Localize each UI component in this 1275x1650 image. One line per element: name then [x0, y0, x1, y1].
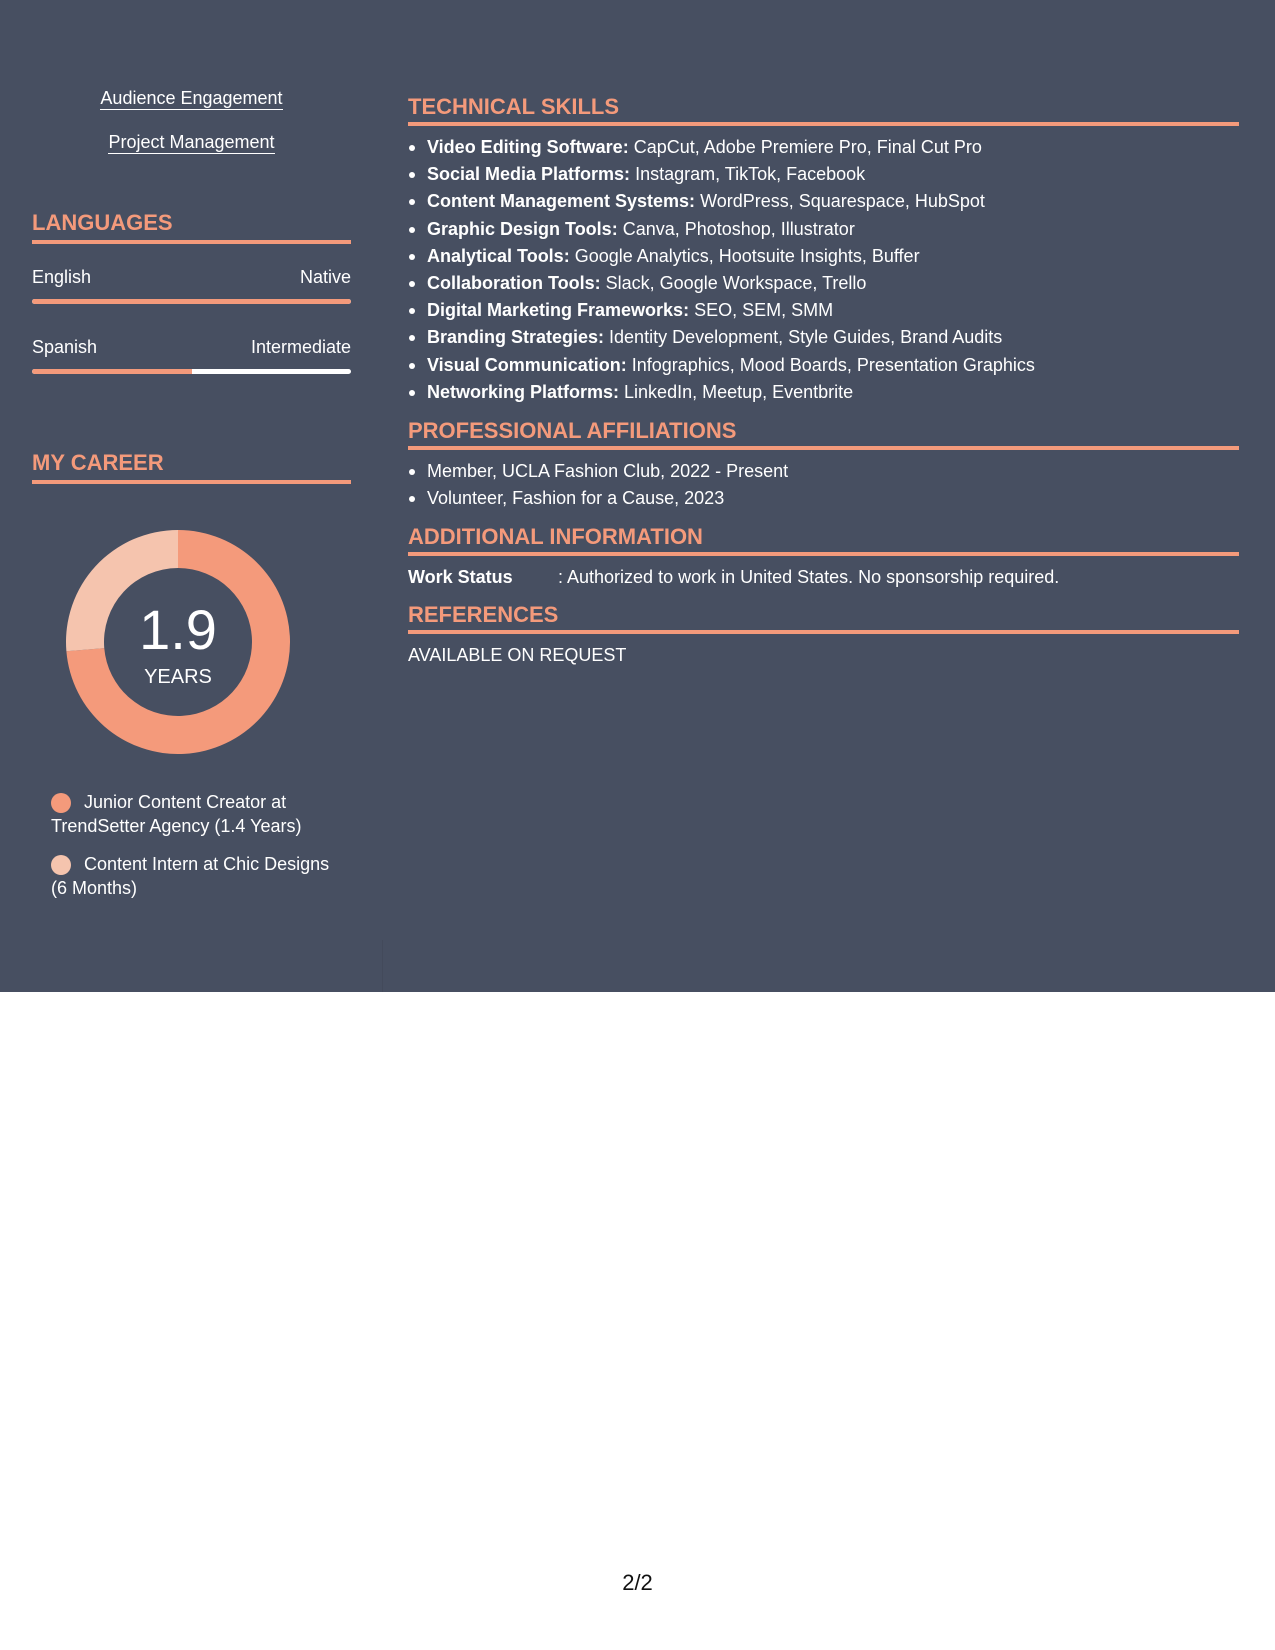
skill-links [32, 88, 351, 176]
skill-category: Networking Platforms: [427, 381, 620, 402]
list-item [408, 379, 1239, 406]
bullet-icon [409, 199, 415, 205]
skill-values: Slack, Google Workspace, Trello [600, 273, 867, 294]
affiliations-section [408, 418, 1239, 512]
technical-skills-section [408, 94, 1239, 406]
list-item [408, 161, 1239, 188]
list-item [408, 188, 1239, 215]
languages-heading: LANGUAGES [32, 210, 351, 244]
bullet-icon [409, 254, 415, 260]
skill-values: Infographics, Mood Boards, Presentation Graphics [626, 354, 1035, 375]
career-heading: MY CAREER [32, 450, 351, 484]
affiliation-text: Member, UCLA Fashion Club, 2022 - Present [427, 461, 789, 482]
skill-category: Social Media Platforms: [427, 164, 631, 185]
list-item [408, 216, 1239, 243]
career-legend-item [51, 790, 341, 838]
technical-skills-list [408, 134, 1239, 406]
list-item [408, 352, 1239, 379]
language-proficiency-bar [32, 369, 351, 374]
references-section [408, 602, 1239, 668]
skill-values: WordPress, Squarespace, HubSpot [695, 191, 985, 212]
bullet-icon [409, 390, 415, 396]
references-heading: REFERENCES [408, 602, 1239, 634]
language-proficiency-bar [32, 299, 351, 304]
affiliations-heading: PROFESSIONAL AFFILIATIONS [408, 418, 1239, 450]
skill-values: Instagram, TikTok, Facebook [630, 164, 866, 185]
bullet-icon [409, 172, 415, 178]
bullet-icon [409, 227, 415, 233]
skill-category: Video Editing Software: [427, 137, 629, 157]
list-item [408, 458, 1239, 485]
career-legend-item [51, 852, 341, 900]
skill-category: Branding Strategies: [427, 327, 605, 348]
bullet-icon [409, 335, 415, 341]
affiliation-text: Volunteer, Fashion for a Cause, 2023 [427, 488, 725, 509]
skill-values: Google Analytics, Hootsuite Insights, Buffer [569, 245, 920, 266]
bullet-icon [409, 281, 415, 287]
career-legend-label: Content Intern at Chic Designs (6 Months) [51, 854, 330, 898]
career-legend-label: Junior Content Creator at TrendSetter Agency (1.4 Years) [51, 792, 302, 836]
language-level: Native [299, 267, 351, 287]
skill-values: CapCut, Adobe Premiere Pro, Final Cut Pro [628, 137, 982, 157]
bullet-icon [409, 469, 415, 475]
additional-info-section [408, 524, 1239, 590]
language-proficiency-fill [32, 369, 192, 374]
language-level: Intermediate [250, 337, 351, 357]
languages-section [32, 210, 351, 357]
list-item [408, 134, 1239, 161]
skill-values: LinkedIn, Meetup, Eventbrite [619, 381, 854, 402]
career-legend [51, 790, 341, 914]
list-item [408, 324, 1239, 351]
page-number: 2/2 [622, 1570, 653, 1595]
bullet-icon [409, 145, 415, 151]
language-item [32, 266, 351, 304]
list-item [408, 297, 1239, 324]
skill-values: Identity Development, Style Guides, Brand Audits [604, 327, 1003, 348]
list-item [408, 270, 1239, 297]
skill-category: Content Management Systems: [427, 191, 696, 212]
language-item [32, 336, 351, 374]
skill-category: Digital Marketing Frameworks: [427, 300, 690, 321]
work-status-label: Work Status [408, 567, 513, 588]
skill-values: Canva, Photoshop, Illustrator [617, 218, 855, 239]
language-name: Spanish [32, 337, 98, 357]
bullet-icon [409, 308, 415, 314]
skill-values: SEO, SEM, SMM [689, 300, 834, 321]
legend-dot-icon [51, 855, 71, 875]
bullet-icon [409, 363, 415, 369]
skill-link-project-management[interactable]: Project Management [108, 132, 275, 152]
language-proficiency-fill [32, 299, 351, 304]
skill-category: Visual Communication: [427, 354, 627, 375]
career-total-unit: YEARS [144, 666, 212, 688]
language-name: English [32, 267, 92, 287]
career-section [32, 450, 351, 898]
references-text: AVAILABLE ON REQUEST [408, 645, 627, 666]
work-status-row [408, 564, 1239, 590]
skill-category: Graphic Design Tools: [427, 218, 618, 239]
column-divider [382, 940, 383, 992]
list-item [408, 485, 1239, 512]
skill-category: Analytical Tools: [427, 245, 570, 266]
work-status-value: : Authorized to work in United States. No sponsorship required. [558, 567, 1060, 588]
skill-link-audience-engagement[interactable]: Audience Engagement [100, 88, 283, 108]
bullet-icon [409, 496, 415, 502]
career-donut-chart [66, 530, 290, 754]
technical-skills-heading: TECHNICAL SKILLS [408, 94, 1239, 126]
affiliations-list [408, 458, 1239, 512]
list-item [408, 243, 1239, 270]
skill-category: Collaboration Tools: [427, 273, 601, 294]
additional-info-heading: ADDITIONAL INFORMATION [408, 524, 1239, 556]
legend-dot-icon [51, 793, 71, 813]
career-total-value: 1.9 [139, 598, 217, 661]
right-column [408, 94, 1239, 680]
